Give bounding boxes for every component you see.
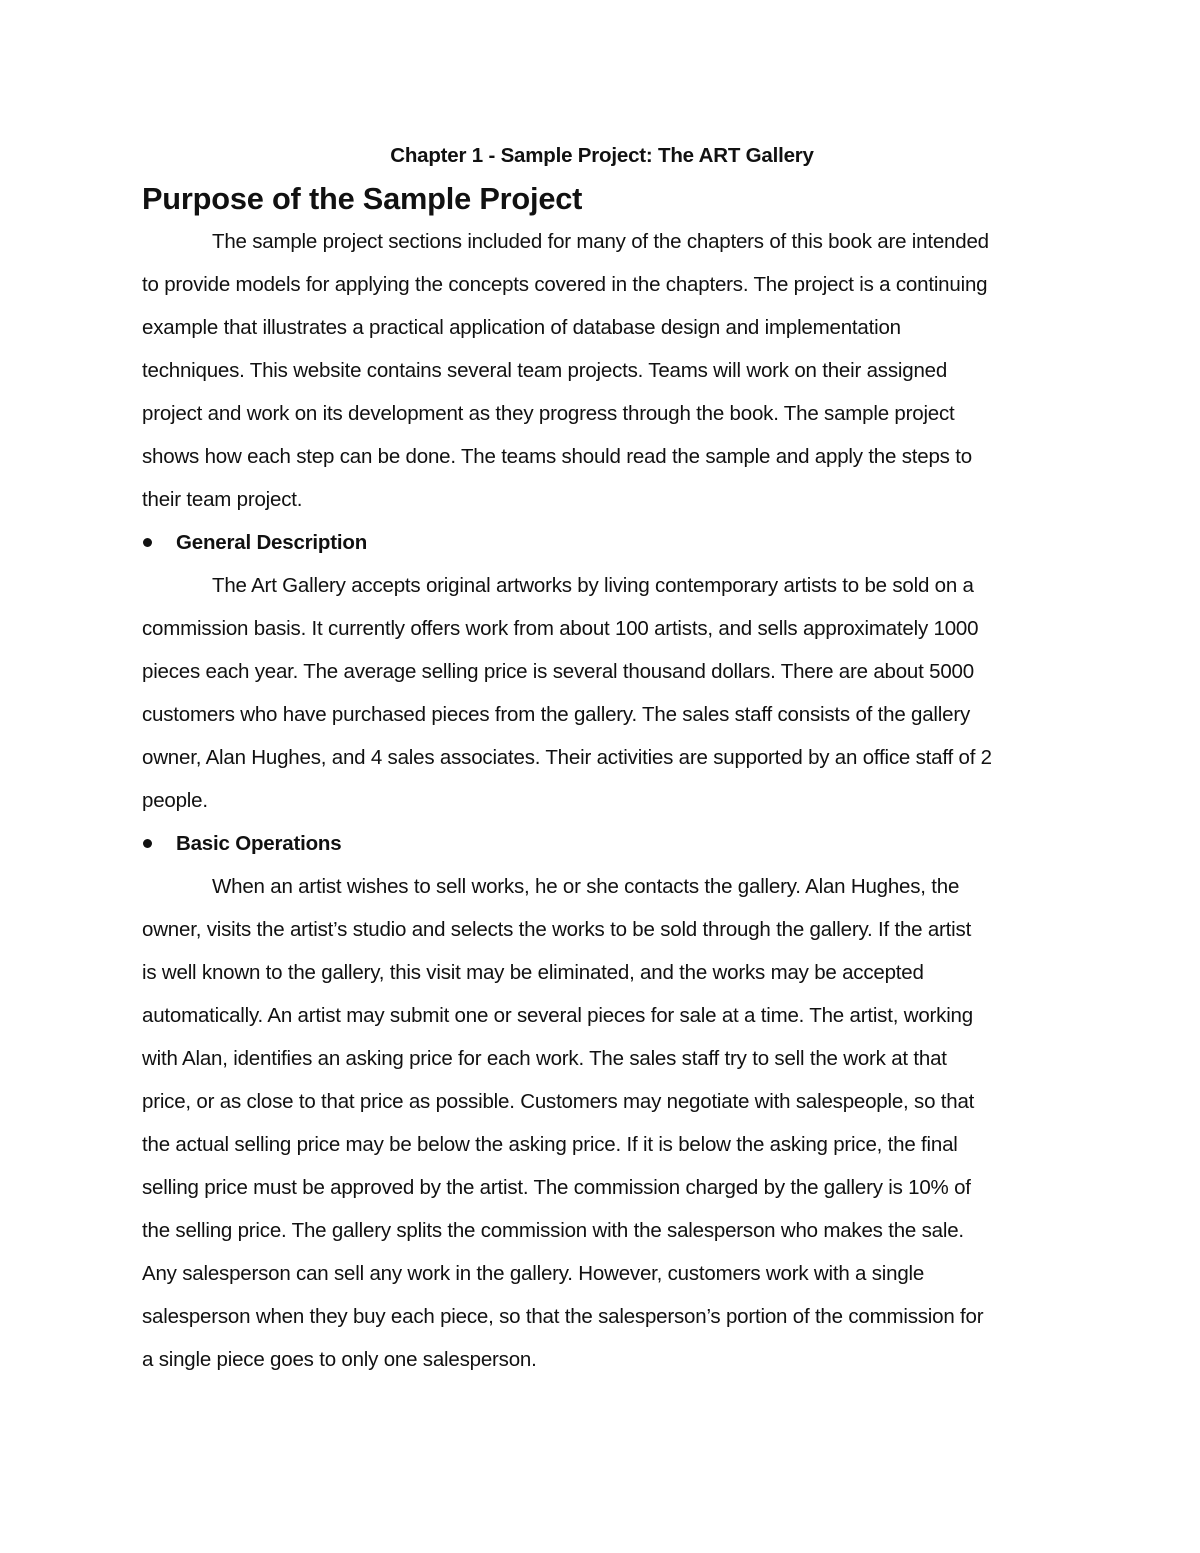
document-title: Chapter 1 - Sample Project: The ART Gallery	[390, 144, 814, 167]
paragraph-line: their team project.	[142, 488, 303, 511]
paragraph-line: people.	[142, 789, 208, 812]
purpose-paragraph	[142, 220, 1062, 521]
general-description-heading: General Description	[176, 530, 368, 554]
paragraph-line: techniques. This website contains several team projects. Teams will work on their assigned	[142, 359, 948, 382]
paragraph-line: the actual selling price may be below the asking price. If it is below the asking price, the final	[142, 1133, 958, 1156]
paragraph-line: When an artist wishes to sell works, he or she contacts the gallery. Alan Hughes, the	[212, 875, 960, 898]
basic-operations-bullet	[142, 822, 1062, 865]
paragraph-line: owner, visits the artist’s studio and selects the works to be sold through the gallery. If the artist	[142, 918, 972, 941]
paragraph-line: the selling price. The gallery splits the commission with the salesperson who makes the sale.	[142, 1219, 964, 1242]
paragraph-line: a single piece goes to only one salesperson.	[142, 1348, 537, 1371]
document-body	[142, 134, 1062, 1381]
paragraph-line: project and work on its development as they progress through the book. The sample project	[142, 402, 955, 425]
paragraph-line: customers who have purchased pieces from the gallery. The sales staff consists of the gallery	[142, 703, 971, 726]
basic-operations-heading: Basic Operations	[176, 831, 342, 855]
paragraph-line: shows how each step can be done. The teams should read the sample and apply the steps to	[142, 445, 972, 468]
purpose-heading: Purpose of the Sample Project	[142, 181, 583, 216]
paragraph-line: The sample project sections included for many of the chapters of this book are intended	[212, 230, 989, 253]
paragraph-line: commission basis. It currently offers work from about 100 artists, and sells approximately 1000	[142, 617, 979, 640]
paragraph-line: price, or as close to that price as possible. Customers may negotiate with salespeople, so that	[142, 1090, 975, 1113]
paragraph-line: pieces each year. The average selling price is several thousand dollars. There are about 5000	[142, 660, 974, 683]
paragraph-line: salesperson when they buy each piece, so that the salesperson’s portion of the commission for	[142, 1305, 984, 1328]
paragraph-line: to provide models for applying the concepts covered in the chapters. The project is a continuing	[142, 273, 988, 296]
bullet-icon	[143, 839, 152, 848]
general-description-paragraph	[142, 564, 1062, 822]
basic-operations-paragraph	[142, 865, 1062, 1381]
paragraph-line: The Art Gallery accepts original artworks by living contemporary artists to be sold on a	[212, 574, 974, 597]
bullet-icon	[143, 538, 152, 547]
paragraph-line: example that illustrates a practical application of database design and implementation	[142, 316, 901, 339]
general-description-bullet	[142, 521, 1062, 564]
paragraph-line: Any salesperson can sell any work in the gallery. However, customers work with a single	[142, 1262, 925, 1285]
paragraph-line: with Alan, identifies an asking price for each work. The sales staff try to sell the work at that	[142, 1047, 947, 1070]
paragraph-line: selling price must be approved by the artist. The commission charged by the gallery is 10% of	[142, 1176, 971, 1199]
paragraph-line: is well known to the gallery, this visit may be eliminated, and the works may be accepted	[142, 961, 924, 984]
paragraph-line: owner, Alan Hughes, and 4 sales associates. Their activities are supported by an office staff of 2	[142, 746, 992, 769]
paragraph-line: automatically. An artist may submit one or several pieces for sale at a time. The artist, working	[142, 1004, 973, 1027]
